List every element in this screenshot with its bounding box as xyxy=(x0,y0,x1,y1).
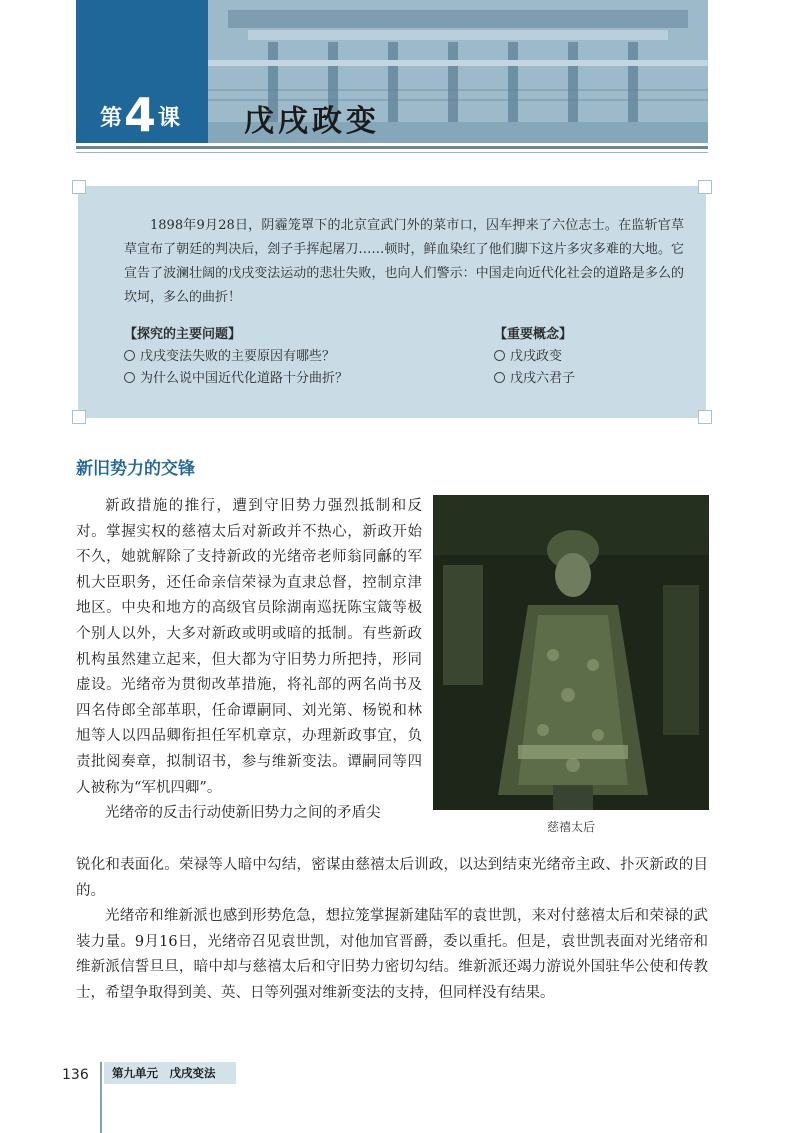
circle-bullet-icon xyxy=(124,350,135,361)
concepts-heading: 【重要概念】 xyxy=(494,327,573,342)
portrait-image xyxy=(433,495,709,810)
photo-caption: 慈禧太后 xyxy=(546,820,595,834)
circle-bullet-icon xyxy=(124,372,135,383)
question-item: 戊戌变法失败的主要原因有哪些？ xyxy=(124,346,348,368)
header-rule xyxy=(76,146,708,149)
questions-heading: 【探究的主要问题】 xyxy=(124,327,242,342)
corner-mark xyxy=(698,180,712,194)
lesson-number-box xyxy=(76,0,208,143)
page-number: 136 xyxy=(62,1067,89,1083)
corner-mark xyxy=(72,180,86,194)
lesson-number: 4 xyxy=(124,88,157,142)
intro-paragraph: 1898年9月28日，阴霾笼罩下的北京宣武门外的菜市口，囚车押来了六位志士。在监斩官草草宣布了朝廷的判决后，刽子手挥起屠刀……顿时，鲜血染红了他们脚下这片多灾多难的大地。它宣告了波澜壮阔的戊戌变法运动的悲壮失败，也向人们警示：中国走向近代化社会的道路是多么的坎坷，多么的曲折！ xyxy=(124,218,684,305)
footer-unit-label: 第九单元 戊戌变法 xyxy=(104,1062,236,1084)
header-rule-thin xyxy=(76,152,708,153)
empress-dowager-photo xyxy=(433,495,709,810)
corner-mark xyxy=(698,410,712,424)
concept-item: 戊戌政变 xyxy=(494,346,575,368)
section-title: 新旧势力的交锋 xyxy=(76,459,195,479)
question-item: 为什么说中国近代化道路十分曲折？ xyxy=(124,368,348,390)
circle-bullet-icon xyxy=(494,372,505,383)
body-paragraph-2-start: 光绪帝的反击行动使新旧势力之间的矛盾尖 xyxy=(105,805,381,822)
body-paragraph-1: 新政措施的推行，遭到守旧势力强烈抵制和反对。掌握实权的慈禧太后对新政并不热心，新政开始不久，她就解除了支持新政的光绪帝老师翁同龢的军机大臣职务，还任命亲信荣禄为直隶总督，控制京津地区。中央和地方的高级官员除湖南巡抚陈宝箴等极个别人以外，大多对新政或明或暗的抵制。有些新政机构虽然建立起来，但大都为守旧势力所把持，形同虚设。光绪帝为贯彻改革措施，将礼部的两名尚书及四名侍郎全部革职，任命谭嗣同、刘光第、杨锐和林旭等人以四品卿衔担任军机章京，办理新政事宜，负责批阅奏章，拟制诏书，参与维新变法。谭嗣同等四人被称为“军机四卿”。 光绪帝的反击行动使新旧势力之间的矛盾尖 xyxy=(76,494,422,827)
lesson-prefix: 第 xyxy=(100,106,123,131)
lesson-suffix: 课 xyxy=(158,106,181,131)
circle-bullet-icon xyxy=(494,350,505,361)
lesson-label xyxy=(100,88,180,142)
body-paragraph-2-rest: 锐化和表面化。荣禄等人暗中勾结，密谋由慈禧太后训政，以达到结束光绪帝主政、扑灭新政的目的。 xyxy=(76,857,708,899)
corner-mark xyxy=(72,410,86,424)
concept-item: 戊戌六君子 xyxy=(494,368,575,390)
lesson-title: 戊戌政变 xyxy=(244,104,380,139)
concepts-column xyxy=(494,324,575,390)
body-paragraph-3: 光绪帝和维新派也感到形势危急，想拉笼掌握新建陆军的袁世凯，来对付慈禧太后和荣禄的武装力量。9月16日，光绪帝召见袁世凯，对他加官晋爵，委以重托。但是，袁世凯表面对光绪帝和维新派信誓旦旦，暗中却与慈禧太后和守旧势力密切勾结。维新派还竭力游说外国驻华公使和传教士，希望争取得到美、英、日等列强对维新变法的支持，但同样没有结果。 xyxy=(76,908,708,1001)
footer-divider xyxy=(100,1062,102,1133)
questions-column xyxy=(124,324,348,390)
intro-box xyxy=(78,186,706,418)
